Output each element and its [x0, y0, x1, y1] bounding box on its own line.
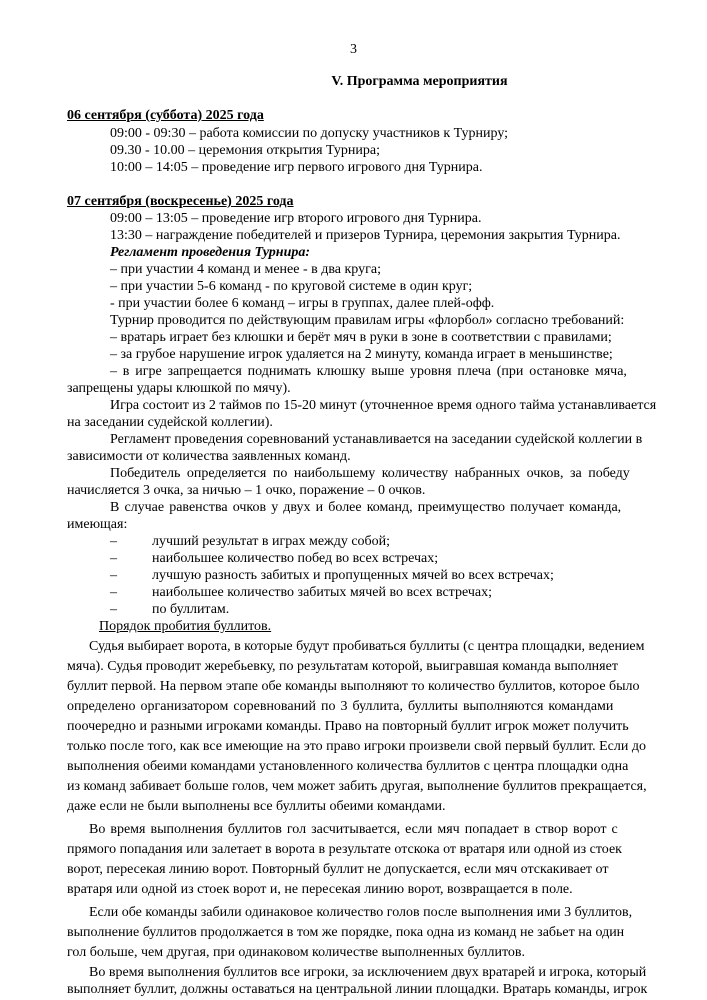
day1-heading: 06 сентября (суббота) 2025 года [67, 108, 264, 123]
regulation-line: имеющая: [67, 517, 128, 532]
section-title: V. Программа мероприятия [331, 74, 508, 89]
criteria-item: наибольшее количество побед во всех встречах; [152, 551, 439, 566]
regulation-line: – при участии 5-6 команд - по круговой системе в один круг; [110, 279, 473, 294]
regulation-line: Победитель определяется по наибольшему количеству набранных очков, за победу [110, 466, 630, 481]
shootout-line: поочередно и разными игроками команды. Право на повторный буллит игрок может получить [67, 719, 629, 734]
regulation-line: Регламент проведения соревнований устанавливается на заседании судейской коллегии в [110, 432, 643, 447]
day2-heading: 07 сентября (воскресенье) 2025 года [67, 194, 294, 209]
criteria-item: по буллитам. [152, 602, 230, 617]
shootout-line: мяча). Судья проводит жеребьевку, по результатам которой, выигравшая команда выполняет [67, 659, 618, 674]
criteria-dash: – [110, 585, 117, 600]
shootout-line: выполнение буллитов продолжается в том же порядке, пока одна из команд не забьет на один [67, 925, 625, 940]
regulation-line: Турнир проводится по действующим правилам игры «флорбол» согласно требований: [110, 313, 625, 328]
criteria-item: наибольшее количество забитых мячей во всех встречах; [152, 585, 492, 600]
shootout-line: из команд забивает больше голов, чем может забить другая, выполнение буллитов прекращается, [67, 779, 647, 794]
regulation-line: начисляется 3 очка, за ничью – 1 очко, поражение – 0 очков. [67, 483, 426, 498]
criteria-dash: – [110, 602, 117, 617]
shootout-line: даже если не были выполнены все буллиты обеими командами. [67, 799, 446, 814]
regulation-line: зависимости от количества заявленных команд. [67, 449, 351, 464]
day2-item: 13:30 – награждение победителей и призеров Турнира, церемония закрытия Турнира. [110, 228, 621, 243]
shootout-heading: Порядок пробития буллитов. [99, 619, 272, 634]
regulation-line: на заседании судейской коллегии). [67, 415, 273, 430]
regulation-line: В случае равенства очков у двух и более команд, преимущество получает команда, [110, 500, 622, 515]
shootout-line: прямого попадания или залетает в ворота в результате отскока от вратаря или одной из стоек [67, 842, 622, 857]
page-number: 3 [350, 42, 357, 57]
criteria-item: лучший результат в играх между собой; [152, 534, 391, 549]
day1-item: 09.30 - 10.00 – церемония открытия Турнира; [110, 143, 380, 158]
regulation-line: запрещены удары клюшкой по мячу). [67, 381, 291, 396]
criteria-dash: – [110, 568, 117, 583]
shootout-line: Во время выполнения буллитов все игроки, за исключением двух вратарей и игрока, который [89, 965, 647, 980]
regulation-line: - при участии более 6 команд – игры в группах, далее плей-офф. [110, 296, 495, 311]
shootout-line: выполняет буллит, должны оставаться на центральной линии площадки. Вратарь команды, игрок [67, 982, 648, 997]
regulation-line: Игра состоит из 2 таймов по 15-20 минут (уточненное время одного тайма устанавливается [110, 398, 657, 413]
shootout-line: вратаря или одной из стоек ворот и, не пересекая линию ворот, возвращается в поле. [67, 882, 573, 897]
shootout-line: Если обе команды забили одинаковое количество голов после выполнения ими 3 буллитов, [89, 905, 633, 920]
shootout-line: выполнения обеими командами установленного количества буллитов с центра площадки одна [67, 759, 629, 774]
shootout-line: определено организатором соревнований по 3 буллита, буллиты выполняются командами [67, 699, 614, 714]
shootout-line: буллит первой. На первом этапе обе команды выполняют то количество буллитов, которое было [67, 679, 640, 694]
shootout-line: Во время выполнения буллитов гол засчитывается, если мяч попадает в створ ворот с [89, 822, 618, 837]
criteria-dash: – [110, 534, 117, 549]
criteria-dash: – [110, 551, 117, 566]
regulation-line: – в игре запрещается поднимать клюшку выше уровня плеча (при остановке мяча, [110, 364, 627, 379]
shootout-line: ворот, пересекая линию ворот. Повторный буллит не допускается, если мяч отскакивает от [67, 862, 609, 877]
regulations-heading: Регламент проведения Турнира: [110, 245, 311, 260]
shootout-line: Судья выбирает ворота, в которые будут пробиваться буллиты (с центра площадки, ведением [89, 639, 645, 654]
day2-item: 09:00 – 13:05 – проведение игр второго игрового дня Турнира. [110, 211, 482, 226]
regulation-line: – за грубое нарушение игрок удаляется на 2 минуту, команда играет в меньшинстве; [110, 347, 613, 362]
shootout-line: только после того, как все имеющие на это право игроки произвели свой первый буллит. Если до [67, 739, 646, 754]
regulation-line: – при участии 4 команд и менее - в два круга; [110, 262, 381, 277]
criteria-item: лучшую разность забитых и пропущенных мячей во всех встречах; [152, 568, 554, 583]
shootout-line: гол больше, чем другая, при одинаковом количестве выполненных буллитов. [67, 945, 526, 960]
day1-item: 09:00 - 09:30 – работа комиссии по допуску участников к Турниру; [110, 126, 509, 141]
regulation-line: – вратарь играет без клюшки и берёт мяч в руки в зоне в соответствии с правилами; [110, 330, 612, 345]
day1-item: 10:00 – 14:05 – проведение игр первого игрового дня Турнира. [110, 160, 483, 175]
